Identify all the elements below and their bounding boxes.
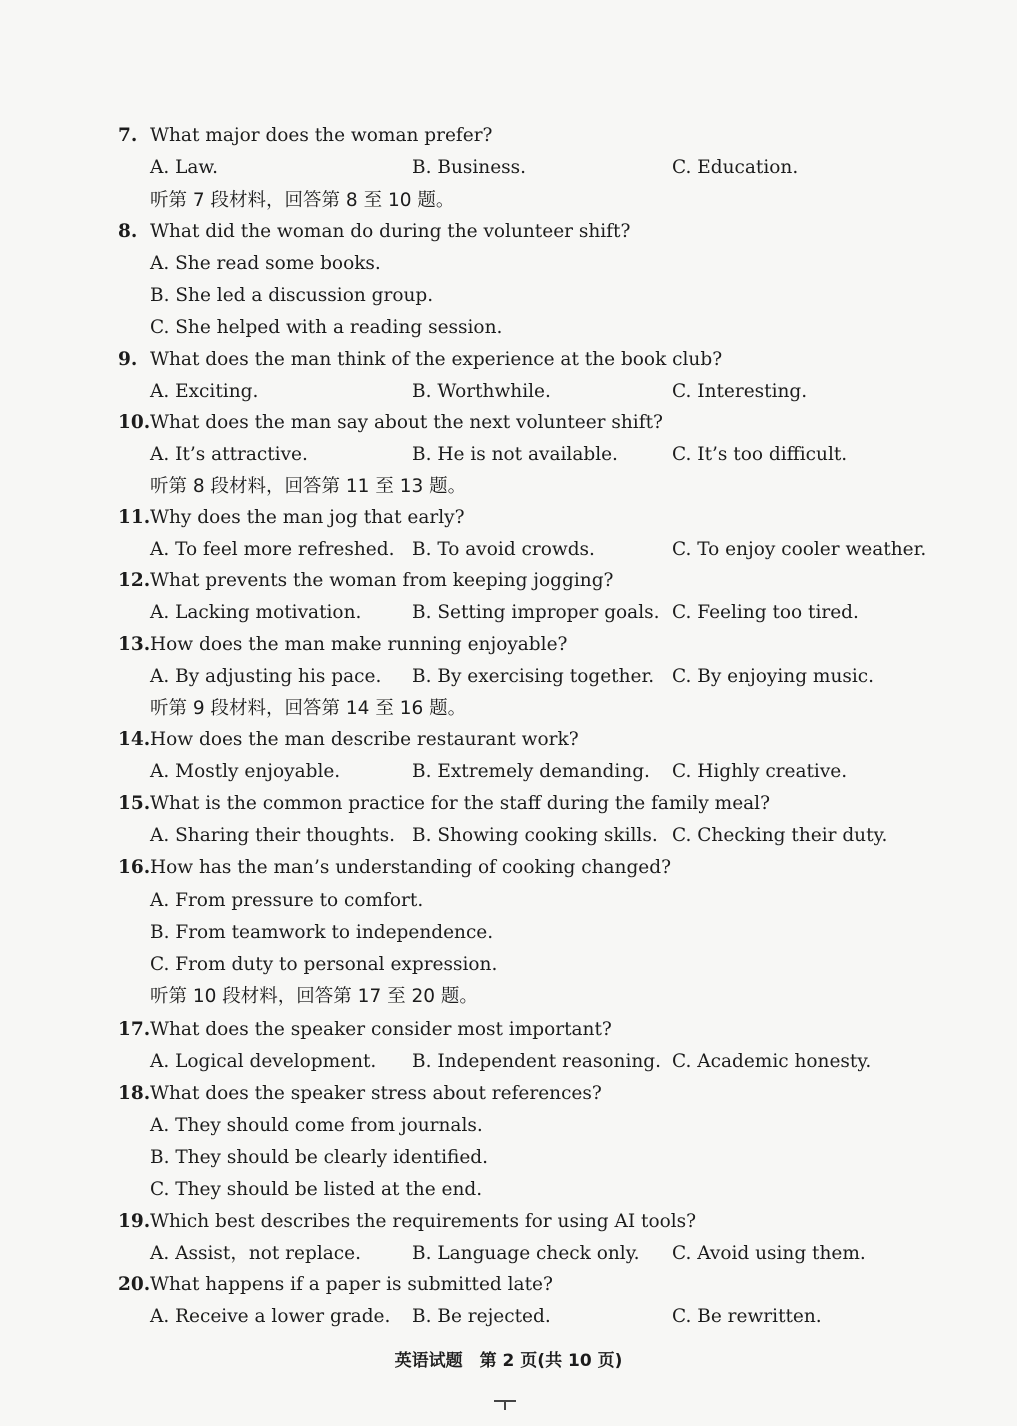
option-a: A. Lacking motivation. <box>150 602 362 623</box>
option-b: B. Be rejected. <box>412 1306 551 1327</box>
question-number: 8. <box>118 221 138 242</box>
option-b: B. By exercising together. <box>412 666 655 687</box>
option-b: B. Independent reasoning. <box>412 1051 662 1072</box>
binding-mark-stem <box>504 1400 506 1410</box>
question-number: 17. <box>118 1019 151 1040</box>
question-text: Why does the man jog that early? <box>150 507 465 528</box>
option-b: B. Extremely demanding. <box>412 761 650 782</box>
question-number: 9. <box>118 349 138 370</box>
option-a: A. Law. <box>150 157 218 178</box>
option-c: C. From duty to personal expression. <box>150 954 498 975</box>
question-number: 16. <box>118 857 151 878</box>
option-a: A. It’s attractive. <box>150 444 308 465</box>
question-number: 7. <box>118 125 138 146</box>
option-a: A. Sharing their thoughts. <box>150 825 396 846</box>
question-text: What prevents the woman from keeping jogging? <box>150 570 614 591</box>
question-text: What does the speaker consider most important? <box>150 1019 612 1040</box>
option-a: A. Receive a lower grade. <box>150 1306 391 1327</box>
question-text: What happens if a paper is submitted late? <box>150 1274 553 1295</box>
question-text: What did the woman do during the volunteer shift? <box>150 221 631 242</box>
option-a: A. They should come from journals. <box>150 1115 483 1136</box>
question-text: How has the man’s understanding of cooking changed? <box>150 857 671 878</box>
question-text: What major does the woman prefer? <box>150 125 493 146</box>
question-text: What does the man think of the experience at the book club? <box>150 349 723 370</box>
section-instruction: 听第 10 段材料，回答第 17 至 20 题。 <box>150 986 478 1007</box>
option-b: B. She led a discussion group. <box>150 285 434 306</box>
question-number: 14. <box>118 729 151 750</box>
question-text: Which best describes the requirements for using AI tools? <box>150 1211 697 1232</box>
question-text: How does the man make running enjoyable? <box>150 634 568 655</box>
question-text: How does the man describe restaurant work? <box>150 729 579 750</box>
question-text: What is the common practice for the staff during the family meal? <box>150 793 771 814</box>
question-text: What does the man say about the next volunteer shift? <box>150 412 663 433</box>
question-text: What does the speaker stress about references? <box>150 1083 602 1104</box>
option-b: B. To avoid crowds. <box>412 539 595 560</box>
option-c: C. She helped with a reading session. <box>150 317 503 338</box>
option-c: C. Academic honesty. <box>672 1051 872 1072</box>
question-number: 19. <box>118 1211 151 1232</box>
option-a: A. From pressure to comfort. <box>150 890 424 911</box>
option-b: B. They should be clearly identified. <box>150 1147 488 1168</box>
question-number: 10. <box>118 412 151 433</box>
question-number: 15. <box>118 793 151 814</box>
option-c: C. Education. <box>672 157 799 178</box>
option-b: B. Showing cooking skills. <box>412 825 658 846</box>
question-number: 13. <box>118 634 151 655</box>
option-c: C. To enjoy cooler weather. <box>672 539 927 560</box>
question-number: 18. <box>118 1083 151 1104</box>
option-c: C. By enjoying music. <box>672 666 875 687</box>
option-a: A. Logical development. <box>150 1051 377 1072</box>
option-b: B. From teamwork to independence. <box>150 922 494 943</box>
question-number: 11. <box>118 507 151 528</box>
section-instruction: 听第 9 段材料，回答第 14 至 16 题。 <box>150 698 467 719</box>
option-c: C. Be rewritten. <box>672 1306 822 1327</box>
question-number: 20. <box>118 1274 151 1295</box>
option-a: A. She read some books. <box>150 253 381 274</box>
option-b: B. Business. <box>412 157 527 178</box>
option-c: C. Checking their duty. <box>672 825 888 846</box>
option-b: B. Setting improper goals. <box>412 602 660 623</box>
option-a: A. Mostly enjoyable. <box>150 761 341 782</box>
option-a: A. By adjusting his pace. <box>150 666 382 687</box>
option-c: C. Interesting. <box>672 381 808 402</box>
section-instruction: 听第 8 段材料，回答第 11 至 13 题。 <box>150 476 467 497</box>
question-number: 12. <box>118 570 151 591</box>
option-c: C. They should be listed at the end. <box>150 1179 483 1200</box>
option-c: C. It’s too difficult. <box>672 444 848 465</box>
option-a: A. Exciting. <box>150 381 259 402</box>
option-a: A. To feel more refreshed. <box>150 539 395 560</box>
section-instruction: 听第 7 段材料，回答第 8 至 10 题。 <box>150 190 455 211</box>
option-b: B. Worthwhile. <box>412 381 551 402</box>
option-b: B. He is not available. <box>412 444 618 465</box>
option-c: C. Feeling too tired. <box>672 602 859 623</box>
page-footer: 英语试题 第 2 页(共 10 页) <box>394 1351 623 1371</box>
option-b: B. Language check only. <box>412 1243 640 1264</box>
option-a: A. Assist，not replace. <box>150 1243 361 1264</box>
option-c: C. Avoid using them. <box>672 1243 866 1264</box>
option-c: C. Highly creative. <box>672 761 848 782</box>
